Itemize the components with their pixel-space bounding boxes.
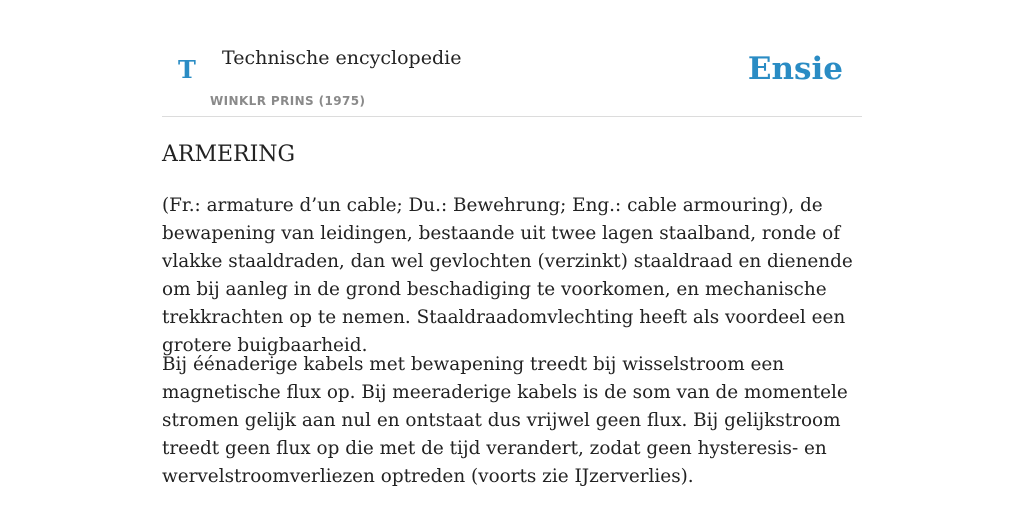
source-label: WINKLR PRINS (1975) [210, 94, 366, 108]
encyclopedia-logo[interactable]: T [178, 55, 196, 84]
header [162, 0, 862, 117]
article-paragraph: Bij éénaderige kabels met bewapening treedt bij wisselstroom een magnetische flux op. Bij meeraderige kabels is de som van de momentele stromen gelijk aan nul en ontstaat dus vrijwel geen flux. Bij gelijkstroom treedt geen flux op die met de tijd verandert, zodat geen hysteresis- en wervelstroomverliezen optreden (voorts zie IJzerverlies). [162, 354, 848, 487]
ensie-logo[interactable]: Ensie [747, 51, 843, 87]
article-headword: ARMERING [162, 142, 296, 167]
page-container [162, 0, 862, 487]
article-paragraph: (Fr.: armature d’un cable; Du.: Bewehrung; Eng.: cable armouring), de bewapening van leidingen, bestaande uit twee lagen staalband, ronde of vlakke staaldraden, dan wel gevlochten (verzinkt) staaldraad en dienende om bij aanleg in de grond beschadiging te voorkomen, en mechanische trekkrachten op te nemen. Staaldraadomvlechting heeft als voordeel een grotere buigbaarheid. [162, 195, 853, 356]
encyclopedia-title[interactable]: Technische encyclopedie [222, 47, 462, 69]
